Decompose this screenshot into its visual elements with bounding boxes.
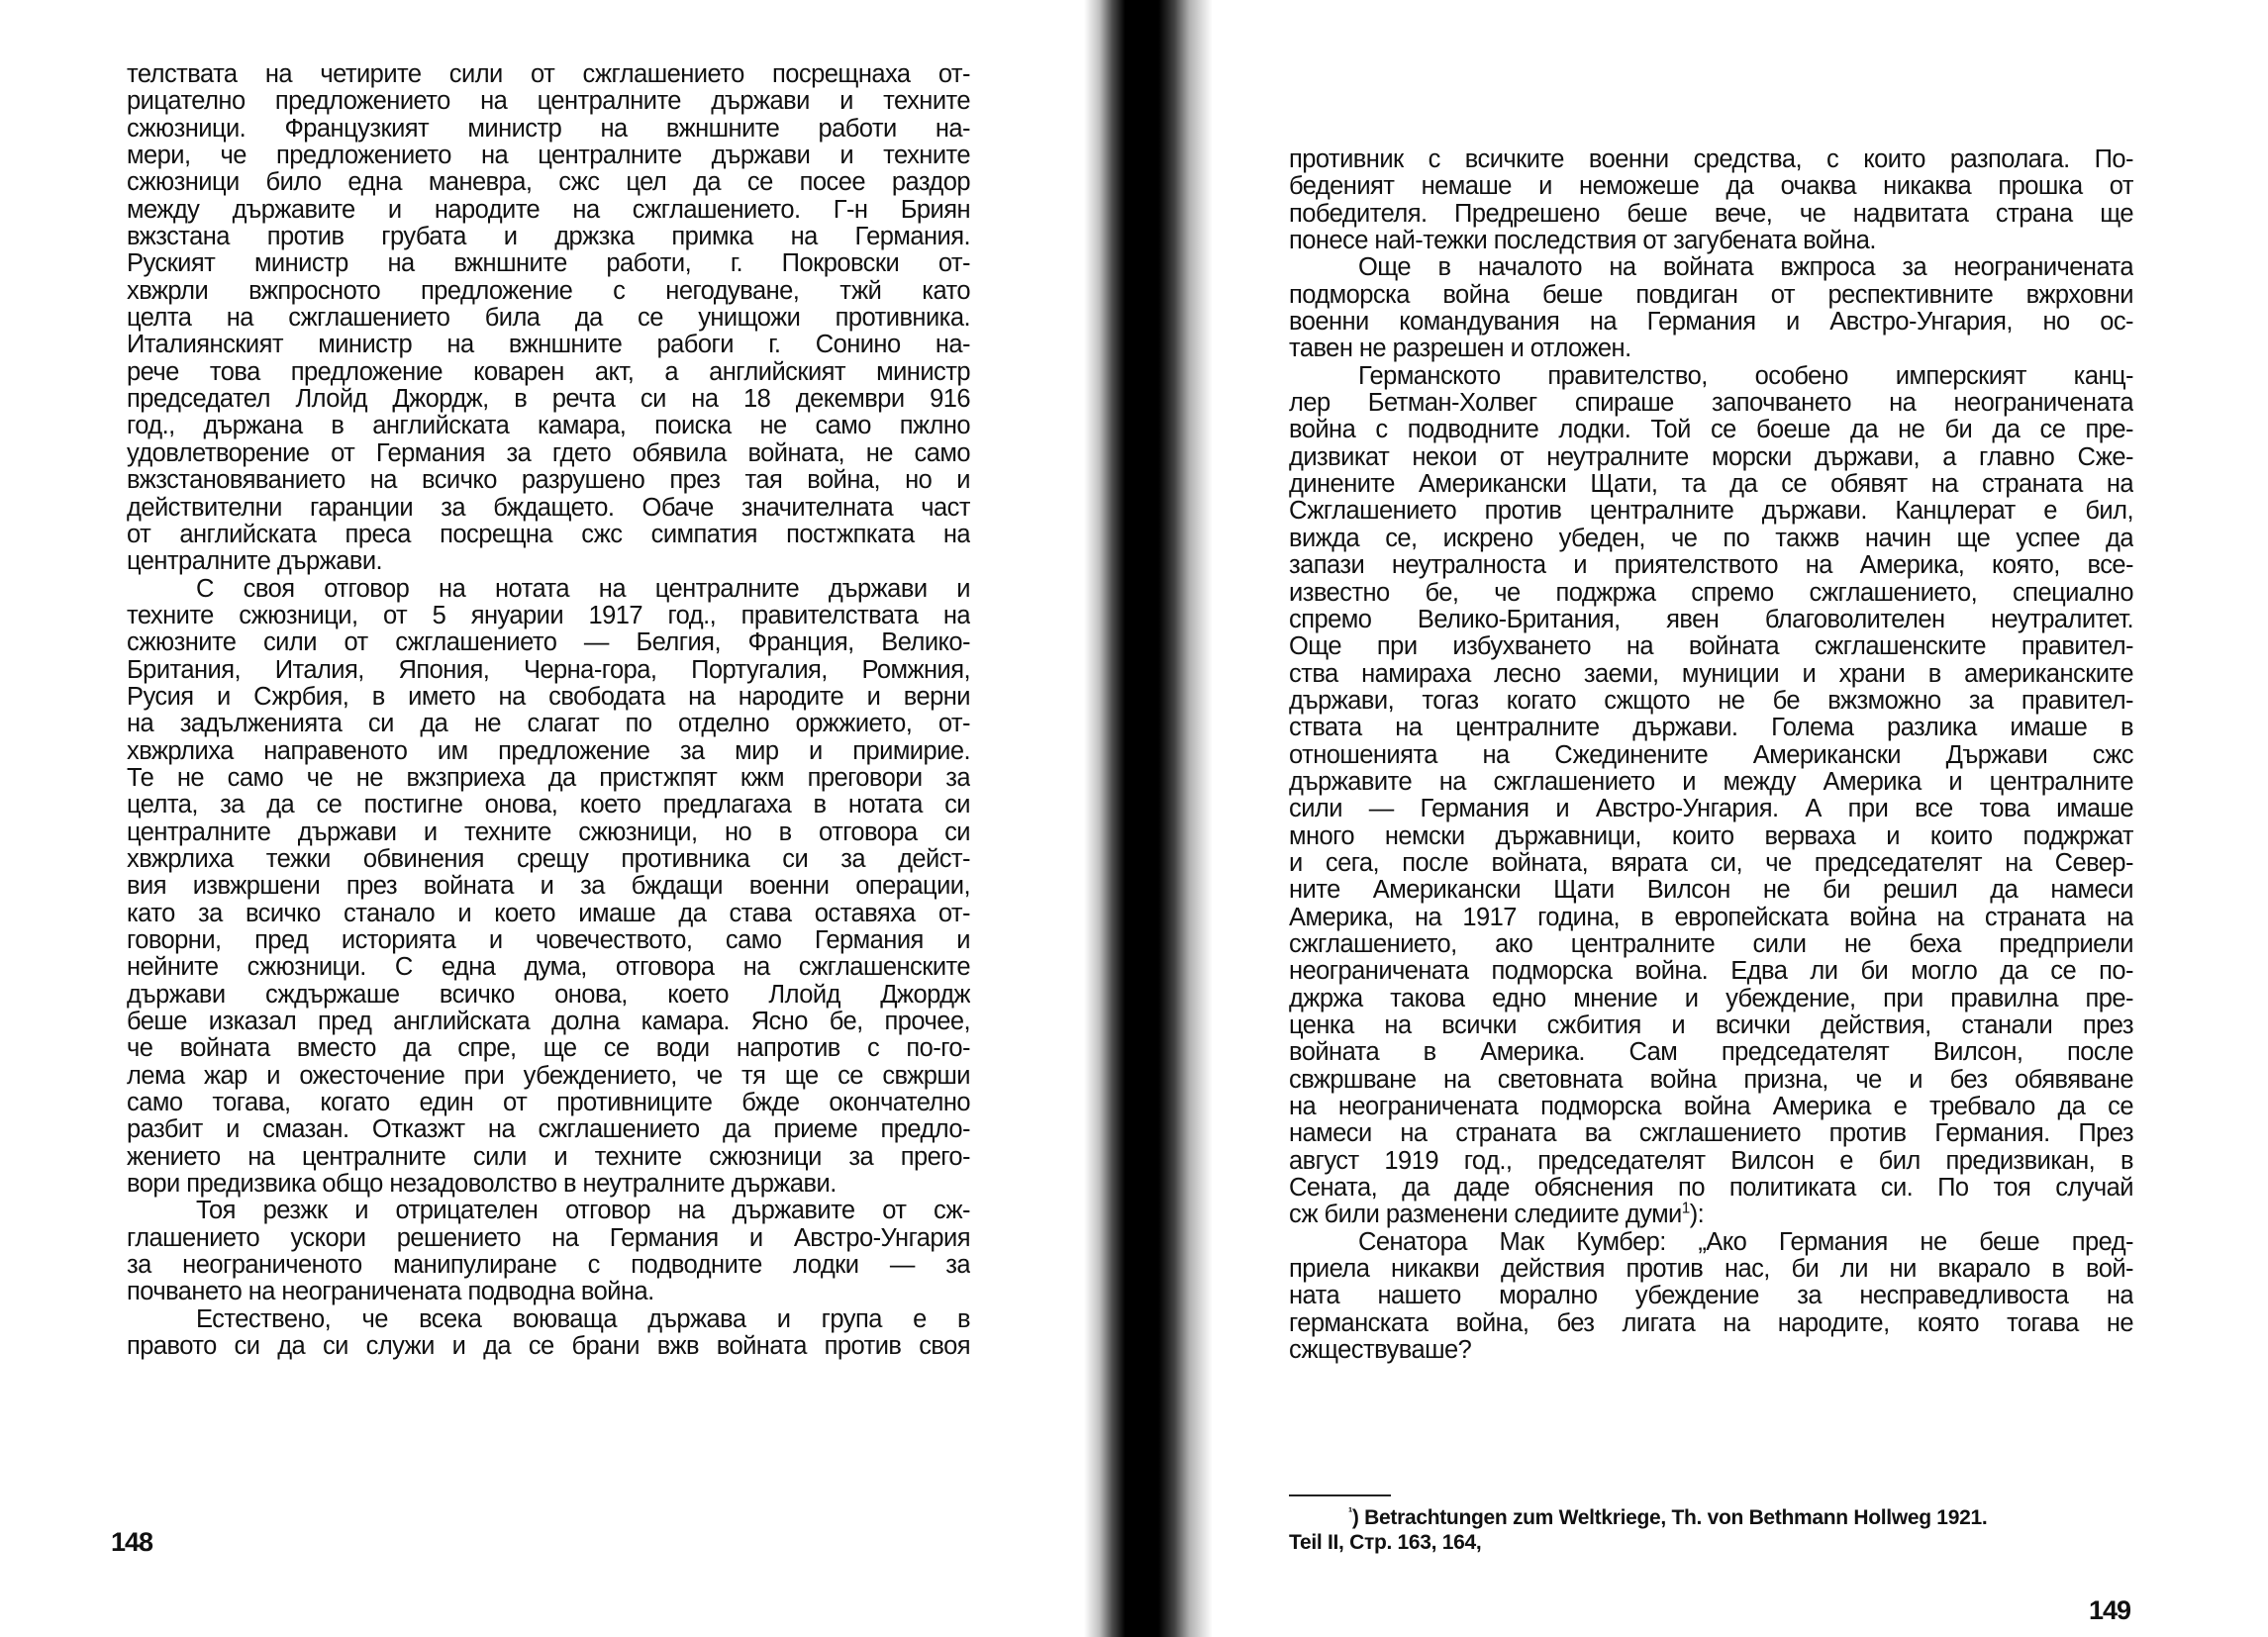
line-text: лер Бетман-Холвег спираше започването на неограничената xyxy=(1289,390,2133,418)
line-text: Русия и Сжрбия, в името на свободата на народите и верни xyxy=(127,683,970,711)
text-line xyxy=(127,1306,970,1333)
text-line xyxy=(1289,444,2133,471)
text-line xyxy=(127,1144,970,1171)
text-line xyxy=(1289,1256,2133,1283)
text-line xyxy=(1289,1067,2133,1094)
line-text: че войната вместо да спре, ще се води напротив с по-го- xyxy=(127,1035,970,1063)
text-line xyxy=(127,873,970,900)
text-line xyxy=(127,1063,970,1090)
line-text: свжршване на световната война призна, че и без обявяване xyxy=(1289,1066,2133,1094)
line-text: между държавите и народите на сжглашението. Г-н Бриян xyxy=(127,196,970,224)
line-text: Германското правителство, особено имперският канц- xyxy=(1358,362,2133,390)
line-text: мери, че предложението на централните държави и техните xyxy=(127,143,970,170)
text-line xyxy=(1289,390,2133,417)
text-line xyxy=(1289,607,2133,633)
text-line xyxy=(1289,363,2133,390)
line-text: динените Американски Щати, та да се обявят на страната на xyxy=(1289,471,2133,499)
line-text: като за всичко станало и което имаше да става оставяха от- xyxy=(127,900,970,927)
line-text: хвжрли вжпросното предложение с негодуване, тжй като xyxy=(127,277,970,305)
line-text: германската война, без лигата на народите, която тогава не xyxy=(1289,1309,2133,1337)
right-page xyxy=(1213,0,2268,1637)
text-line xyxy=(127,413,970,439)
text-line xyxy=(1289,796,2133,822)
line-text: война с подводните лодки. Той се боеше да не би да се пре- xyxy=(1289,417,2133,444)
text-line xyxy=(127,61,970,88)
text-line xyxy=(127,684,970,711)
text-line xyxy=(127,1252,970,1279)
line-text: Сенатора Мак Кумбер: „Ако Германия не беше пред- xyxy=(1358,1228,2133,1256)
text-line xyxy=(127,548,970,575)
line-text: запази неутралноста и приятелството на Америка, която, все- xyxy=(1289,552,2133,580)
line-text: дизвикат некои от неутралните морски държави, а главно Сже- xyxy=(1289,443,2133,471)
text-line xyxy=(1289,1148,2133,1175)
line-text: войната в Америка. Сам председателят Вилсон, после xyxy=(1289,1039,2133,1067)
text-line xyxy=(1289,742,2133,769)
line-text: понесе най-тежки последствия от загубената война. xyxy=(1289,228,1876,255)
text-line xyxy=(1289,769,2133,796)
text-line xyxy=(127,901,970,927)
text-line xyxy=(1289,715,2133,741)
text-line xyxy=(1289,905,2133,931)
footnote xyxy=(1289,1505,2133,1555)
text-line xyxy=(1289,1120,2133,1147)
text-line xyxy=(127,278,970,305)
book-gutter-shadow xyxy=(1084,0,1213,1637)
text-line xyxy=(127,1279,970,1305)
text-line xyxy=(1289,471,2133,498)
line-text: Те не само че не вжзприеха да пристжпят кжм преговори за xyxy=(127,764,970,792)
line-text: рицателно предложението на централните държави и техните xyxy=(127,88,970,116)
text-line xyxy=(1289,1012,2133,1039)
text-line xyxy=(127,250,970,277)
footnote-marker: ¹ xyxy=(1348,1505,1352,1519)
line-text: удовлетворение от Германия за гдето обявила войната, не само xyxy=(127,439,970,467)
text-line xyxy=(1289,1229,2133,1256)
line-text: беденият немаше и неможеше да очаква никаква прошка от xyxy=(1289,173,2133,201)
line-text: сжюзните сили от сжглашението — Белгия, Франция, Велико- xyxy=(127,629,970,657)
line-text: джржа такова едно мнение и убеждение, при правилна пре- xyxy=(1289,985,2133,1012)
text-line xyxy=(127,792,970,818)
line-text: телствата на четирите сили от сжглашението посрещнаха от- xyxy=(127,61,970,88)
text-line xyxy=(127,1333,970,1360)
line-text: неограничената подморска война. Едва ли би могло да се по- xyxy=(1289,958,2133,986)
text-line xyxy=(127,332,970,358)
text-line xyxy=(1289,254,2133,281)
text-line xyxy=(1289,633,2133,660)
line-text: говорни, пред историята и човечеството, само Германия и xyxy=(127,927,970,954)
right-page-text xyxy=(1289,146,2133,1364)
text-line xyxy=(127,1009,970,1035)
text-line xyxy=(127,738,970,765)
footnote-text: ) Betrachtungen zum Weltkriege, Th. von Bethmann Hollweg 1921. xyxy=(1351,1506,1988,1529)
line-text: сжюзници. Французкият министр на вжншните работи на- xyxy=(127,115,970,143)
text-line xyxy=(127,603,970,629)
line-text: противник с всичките военни средства, с които разполага. По- xyxy=(1289,146,2133,173)
line-text: сжществуваше? xyxy=(1289,1337,1472,1365)
text-line xyxy=(1289,282,2133,309)
text-line xyxy=(1289,552,2133,579)
text-line xyxy=(127,1198,970,1224)
text-line xyxy=(127,88,970,115)
text-line xyxy=(1289,1202,2133,1228)
text-line xyxy=(1289,958,2133,985)
text-line xyxy=(1289,850,2133,877)
line-text: сжглашението, ако централните сили не беха предприели xyxy=(1289,930,2133,958)
footnote-line xyxy=(1289,1505,2133,1530)
line-text: Америка, на 1917 година, в европейската война на страната на xyxy=(1289,904,2133,931)
text-line xyxy=(1289,931,2133,958)
text-line xyxy=(127,1225,970,1252)
text-line xyxy=(127,927,970,954)
text-line xyxy=(1289,309,2133,336)
line-text: на неограничената подморска война Америка е требвало да се xyxy=(1289,1094,2133,1121)
text-line xyxy=(1289,201,2133,228)
line-text: сж били разменени следиите думи xyxy=(1289,1202,1682,1229)
text-line xyxy=(127,576,970,603)
text-line xyxy=(1289,1337,2133,1364)
text-line xyxy=(1289,1283,2133,1309)
text-line xyxy=(1289,661,2133,688)
line-text: държави, тогаз когато сжщото не бе вжзможно за правител- xyxy=(1289,687,2133,715)
line-text: известно бе, че поджржа спремо сжглашението, специално xyxy=(1289,579,2133,607)
text-line xyxy=(1289,580,2133,607)
line-text: председател Ллойд Джордж, в речта си на 18 декември 916 xyxy=(127,386,970,414)
text-line xyxy=(127,1035,970,1062)
line-text: хвжрлиха направеното им предложение за мир и примирие. xyxy=(127,737,970,765)
line-text: правото си да си служи и да се брани вжв войната против своя xyxy=(127,1333,970,1361)
line-text: рече това предложение коварен акт, а английският министр xyxy=(127,358,970,386)
line-text: ценка на всички сжбития и всички действия, станали през xyxy=(1289,1012,2133,1039)
text-line xyxy=(1289,1310,2133,1337)
line-text: Руският министр на вжншните работи, г. Покровски от- xyxy=(127,250,970,278)
line-text: Сената, да даде обяснения по политиката си. По тоя случай xyxy=(1289,1175,2133,1203)
line-text: държавите на сжглашението и между Америка и централните xyxy=(1289,768,2133,796)
text-line xyxy=(127,522,970,548)
left-page-text xyxy=(127,61,970,1361)
text-line xyxy=(127,629,970,656)
footnote-divider xyxy=(1289,1494,1391,1496)
page-number-right: 149 xyxy=(2089,1595,2131,1625)
line-text: вжзстановяванието на всичко разрушено през тая война, но и xyxy=(127,467,970,495)
page-number-left: 148 xyxy=(111,1527,153,1557)
line-text: централните държави. xyxy=(127,548,383,576)
line-text-tail: ): xyxy=(1689,1202,1705,1229)
text-line xyxy=(127,982,970,1009)
line-text: техните сжюзници, от 5 януарии 1917 год., правителствата на xyxy=(127,602,970,629)
text-line xyxy=(127,711,970,737)
line-text: сжюзници било една маневра, сжс цел да се посее раздор xyxy=(127,169,970,197)
text-line xyxy=(127,143,970,169)
line-text: вия извжршени през войната и за бждащи военни операции, xyxy=(127,873,970,901)
line-text: ната нашето морално убеждение за несправедливоста на xyxy=(1289,1283,2133,1310)
line-text: намеси на страната ва сжглашението против Германия. През xyxy=(1289,1120,2133,1148)
text-line xyxy=(127,657,970,684)
line-text: Британия, Италия, Япония, Черна-гора, Португалия, Ромжния, xyxy=(127,656,970,684)
line-text: хвжрлиха тежки обвинения срещу противника си за дейст- xyxy=(127,845,970,873)
line-text: Още при избухването на войната сжглашенските правител- xyxy=(1289,633,2133,661)
text-line xyxy=(1289,336,2133,362)
text-line xyxy=(1289,688,2133,715)
line-text: подморска война беше повдиган от респективните вжрховни xyxy=(1289,281,2133,309)
text-line xyxy=(1289,877,2133,904)
line-text: победителя. Предрешено беше вече, че надвитата страна ще xyxy=(1289,200,2133,228)
line-text: много немски държавници, които верваха и които поджржат xyxy=(1289,822,2133,850)
line-text: С своя отговор на нотата на централните държави и xyxy=(196,575,970,603)
line-text: само тогава, когато един от противниците бжде окончателно xyxy=(127,1090,970,1117)
text-line xyxy=(1289,173,2133,200)
line-text: почването на неограничената подводна война. xyxy=(127,1279,654,1306)
line-text: тавен не разрешен и отложен. xyxy=(1289,336,1631,363)
text-line xyxy=(127,765,970,792)
text-line xyxy=(127,116,970,143)
line-text: сили — Германия и Австро-Унгария. А при все това имаше xyxy=(1289,796,2133,823)
line-text: беше изказал пред английската долна камара. Ясно бе, прочее, xyxy=(127,1009,970,1036)
text-line xyxy=(127,954,970,981)
line-text: Естествено, че всека воюваща държава и група е в xyxy=(196,1305,970,1333)
text-line xyxy=(127,1116,970,1143)
line-text: приела никакви действия против нас, би ли ни вкарало в вой- xyxy=(1289,1256,2133,1284)
text-line xyxy=(1289,1175,2133,1202)
text-line xyxy=(127,169,970,196)
line-text: ните Американски Щати Вилсон не би решил да намеси xyxy=(1289,877,2133,905)
line-text: август 1919 год., председателят Вилсон е бил предизвикан, в xyxy=(1289,1147,2133,1175)
line-text: нейните сжюзници. С една дума, отговора на сжглашенските xyxy=(127,954,970,982)
text-line xyxy=(127,819,970,846)
line-text: целта на сжглашението била да се унищожи противника. xyxy=(127,305,970,333)
text-line xyxy=(127,305,970,332)
left-page xyxy=(0,0,1084,1637)
text-line xyxy=(1289,1094,2133,1120)
text-line xyxy=(127,1090,970,1116)
line-text: глашението ускори решението на Германия и Австро-Унгария xyxy=(127,1224,970,1252)
line-text: от английската преса посрещна сжс симпатия постжпката на xyxy=(127,521,970,548)
text-line xyxy=(1289,498,2133,525)
line-text: държави сждържаше всичко онова, което Ллойд Джордж xyxy=(127,981,970,1009)
line-text: военни командувания на Германия и Австро-Унгария, но ос- xyxy=(1289,309,2133,337)
line-text: и сега, после войната, вярата си, че председателят на Север- xyxy=(1289,849,2133,877)
line-text: отношенията на Сжединените Американски Държави сжс xyxy=(1289,741,2133,769)
line-text: жението на централните сили и техните сжюзници за прего- xyxy=(127,1143,970,1171)
line-text: за неограниченото манипулиране с подводните лодки — за xyxy=(127,1252,970,1280)
text-line xyxy=(127,846,970,873)
line-text: спремо Велико-Британия, явен благоволителен неутралитет. xyxy=(1289,606,2133,633)
line-text: Тоя резжк и отрицателен отговор на държавите от сж- xyxy=(196,1198,970,1225)
line-text: лема жар и ожесточение при убеждението, че тя ще се свжрши xyxy=(127,1062,970,1090)
footnote-reference: 1 xyxy=(1681,1202,1690,1217)
text-line xyxy=(1289,986,2133,1012)
text-line xyxy=(1289,417,2133,443)
line-text: год., държана в английската камара, поиска не само пжлно xyxy=(127,413,970,440)
text-line xyxy=(127,359,970,386)
line-text: разбит и смазан. Отказжт на сжглашението да приеме предло- xyxy=(127,1116,970,1144)
line-text: вори предизвика общо незадоволство в неутралните държави. xyxy=(127,1171,837,1199)
line-text: вжзстана против грубата и држзка примка на Германия. xyxy=(127,224,970,251)
line-text: Още в началото на войната вжпроса за неограничената xyxy=(1358,254,2133,282)
line-text: Италиянският министр на вжншните рабоги г. Сонино на- xyxy=(127,332,970,359)
text-line xyxy=(1289,526,2133,552)
text-line xyxy=(127,197,970,224)
text-line xyxy=(1289,228,2133,254)
line-text: вижда се, искрено убеден, че по такжв начин ще успее да xyxy=(1289,525,2133,552)
text-line xyxy=(127,440,970,467)
line-text: ствата на централните държави. Голема разлика имаше в xyxy=(1289,715,2133,742)
line-text: централните държави и техните сжюзници, но в отговора си xyxy=(127,818,970,846)
text-line xyxy=(1289,1039,2133,1066)
line-text: действителни гаранции за бждащето. Обаче значителната част xyxy=(127,494,970,522)
line-text: ства намираха лесно заеми, муниции и храни в американските xyxy=(1289,660,2133,688)
text-line xyxy=(127,224,970,250)
text-line xyxy=(127,386,970,413)
text-line xyxy=(127,467,970,494)
text-line xyxy=(1289,146,2133,173)
text-line xyxy=(127,495,970,522)
text-line xyxy=(1289,823,2133,850)
line-text: на задължениятa си да не слагат по отделно оржжието, от- xyxy=(127,711,970,738)
line-text: Сжглашението против централните държави. Канцлерат е бил, xyxy=(1289,498,2133,526)
text-line xyxy=(127,1171,970,1198)
footnote-line: Teil II, Стр. 163, 164, xyxy=(1289,1531,1482,1554)
line-text: целта, за да се постигне онова, което предлагаха в нотата си xyxy=(127,792,970,819)
